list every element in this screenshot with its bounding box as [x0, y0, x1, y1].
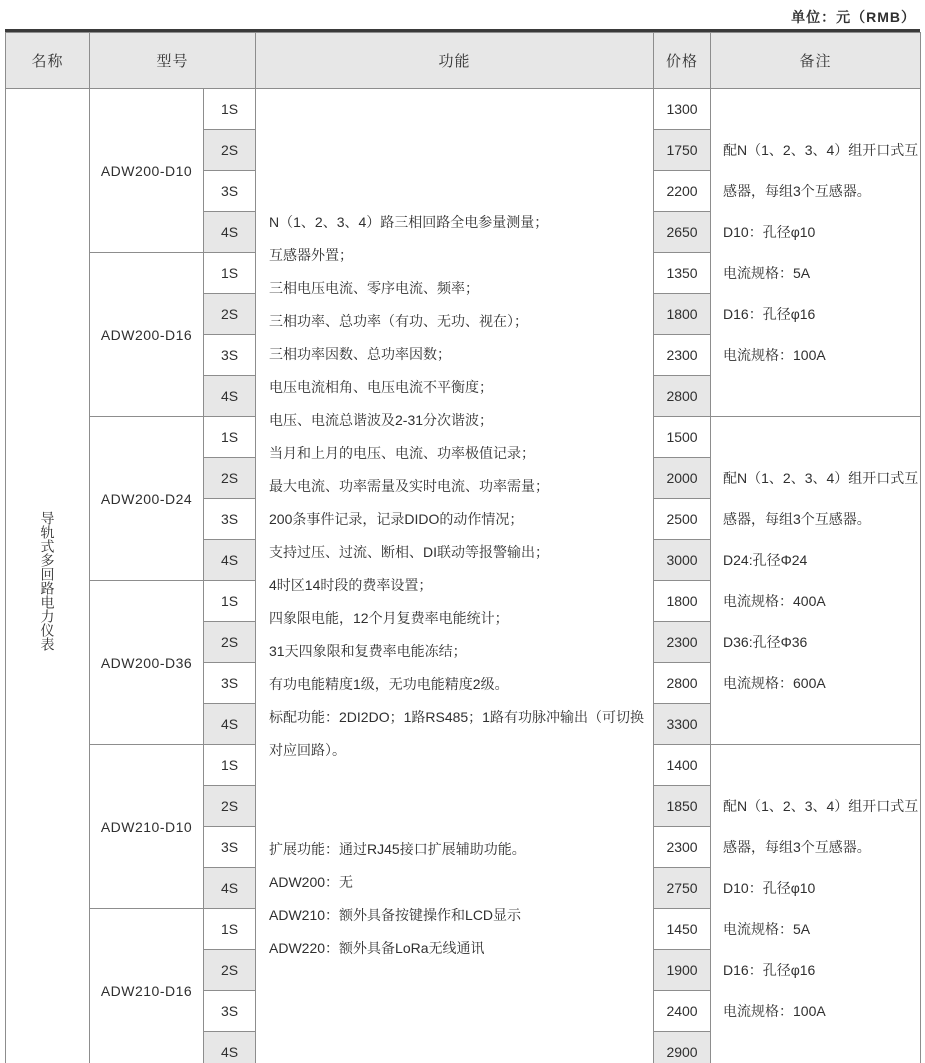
- remark-line: D36:孔径Φ36: [723, 633, 808, 650]
- function-line: 电压、电流总谐波及2-31分次谐波；: [269, 411, 494, 428]
- table-body: [6, 89, 921, 1063]
- remark-line: D16：孔径φ16: [723, 961, 816, 978]
- variant-cell: 3S: [204, 499, 256, 540]
- remark-line: 感器，每组3个互感器。: [723, 838, 871, 855]
- price-cell: 2650: [654, 212, 711, 253]
- remark-line: 电流规格：400A: [723, 592, 826, 609]
- function-line: ADW200：无: [269, 873, 354, 890]
- price-cell: 2800: [654, 663, 711, 704]
- remark-line: D10：孔径φ10: [723, 223, 816, 240]
- variant-cell: 1S: [204, 89, 256, 130]
- price-cell: 1350: [654, 253, 711, 294]
- remark-line: 电流规格：5A: [723, 264, 811, 281]
- price-cell: 2300: [654, 827, 711, 868]
- function-line: 电压电流相角、电压电流不平衡度；: [269, 378, 494, 395]
- remark-line: D24:孔径Φ24: [723, 551, 808, 568]
- price-cell: 1800: [654, 294, 711, 335]
- variant-cell: 4S: [204, 868, 256, 909]
- price-cell: 2750: [654, 868, 711, 909]
- function-line: 四象限电能，12个月复费率电能统计；: [269, 609, 509, 626]
- price-cell: 1900: [654, 950, 711, 991]
- remark-line: D16：孔径φ16: [723, 305, 816, 322]
- remark-cell: [711, 745, 921, 1063]
- header-cell-price: 价格: [654, 33, 711, 89]
- function-line: 4时区14时段的费率设置；: [269, 576, 433, 593]
- remark-line: 配N（1、2、3、4）组开口式互: [723, 141, 919, 158]
- remark-line: 感器，每组3个互感器。: [723, 182, 871, 199]
- variant-cell: 4S: [204, 540, 256, 581]
- model-cell: ADW200-D24: [90, 417, 204, 581]
- price-cell: 3000: [654, 540, 711, 581]
- remark-cell: [711, 417, 921, 745]
- variant-cell: 3S: [204, 827, 256, 868]
- price-cell: 1450: [654, 909, 711, 950]
- price-cell: 2500: [654, 499, 711, 540]
- remark-lines: [711, 786, 920, 1032]
- function-line: 最大电流、功率需量及实时电流、功率需量；: [269, 477, 550, 494]
- remark-cell: [711, 89, 921, 417]
- function-line: ADW220：额外具备LoRa无线通讯: [269, 939, 485, 956]
- header-cell-model: 型号: [90, 33, 256, 89]
- remark-line: 电流规格：5A: [723, 920, 811, 937]
- function-line: 互感器外置；: [269, 246, 354, 263]
- price-table: [5, 32, 921, 1063]
- variant-cell: 2S: [204, 622, 256, 663]
- function-line: [269, 767, 653, 800]
- variant-cell: 2S: [204, 786, 256, 827]
- remark-line: 电流规格：100A: [723, 346, 826, 363]
- function-lines: [256, 206, 653, 965]
- variant-cell: 2S: [204, 130, 256, 171]
- price-cell: 1300: [654, 89, 711, 130]
- price-cell: 2300: [654, 335, 711, 376]
- remark-line: 感器，每组3个互感器。: [723, 510, 871, 527]
- price-cell: 1800: [654, 581, 711, 622]
- remark-line: 电流规格：100A: [723, 1002, 826, 1019]
- variant-cell: 4S: [204, 1032, 256, 1063]
- function-line: 31天四象限和复费率电能冻结；: [269, 642, 467, 659]
- function-line: 当月和上月的电压、电流、功率极值记录；: [269, 444, 536, 461]
- variant-cell: 4S: [204, 376, 256, 417]
- function-line: 200条事件记录，记录DIDO的动作情况；: [269, 510, 524, 527]
- variant-cell: 3S: [204, 663, 256, 704]
- price-cell: 1750: [654, 130, 711, 171]
- variant-cell: 1S: [204, 581, 256, 622]
- header-row: [6, 33, 921, 89]
- function-line: ADW210：额外具备按键操作和LCD显示: [269, 906, 522, 923]
- price-cell: 2200: [654, 171, 711, 212]
- variant-cell: 2S: [204, 950, 256, 991]
- remark-line: 电流规格：600A: [723, 674, 826, 691]
- price-cell: 2800: [654, 376, 711, 417]
- function-line: 扩展功能：通过RJ45接口扩展辅助功能。: [269, 840, 526, 857]
- header-cell-remark: 备注: [711, 33, 921, 89]
- variant-cell: 1S: [204, 745, 256, 786]
- variant-cell: 1S: [204, 909, 256, 950]
- model-cell: ADW210-D16: [90, 909, 204, 1063]
- variant-cell: 4S: [204, 704, 256, 745]
- function-line: 三相功率、总功率（有功、无功、视在）；: [269, 312, 529, 329]
- model-cell: ADW200-D10: [90, 89, 204, 253]
- function-line: 三相功率因数、总功率因数；: [269, 345, 452, 362]
- remark-lines: [711, 130, 920, 376]
- variant-cell: 4S: [204, 212, 256, 253]
- variant-cell: 1S: [204, 417, 256, 458]
- category-vertical-text: 导轨式多回路电力仪表: [39, 510, 56, 651]
- price-cell: 3300: [654, 704, 711, 745]
- function-line: 对应回路）。: [269, 741, 347, 758]
- function-line: 三相电压电流、零序电流、频率；: [269, 279, 480, 296]
- price-table-wrap: [5, 29, 920, 1063]
- price-cell: 2300: [654, 622, 711, 663]
- price-cell: 2000: [654, 458, 711, 499]
- remark-line: 配N（1、2、3、4）组开口式互: [723, 797, 919, 814]
- variant-cell: 3S: [204, 335, 256, 376]
- function-line: 有功电能精度1级，无功电能精度2级。: [269, 675, 509, 692]
- unit-label: 单位：元（RMB）: [791, 9, 916, 25]
- function-line: [269, 800, 653, 833]
- variant-cell: 1S: [204, 253, 256, 294]
- model-cell: ADW200-D36: [90, 581, 204, 745]
- remark-line: D10：孔径φ10: [723, 879, 816, 896]
- price-cell: 2400: [654, 991, 711, 1032]
- price-cell: 1400: [654, 745, 711, 786]
- variant-cell: 3S: [204, 991, 256, 1032]
- price-cell: 2900: [654, 1032, 711, 1063]
- model-cell: ADW210-D10: [90, 745, 204, 909]
- function-cell: [256, 89, 654, 1063]
- variant-cell: 2S: [204, 294, 256, 335]
- remark-line: 配N（1、2、3、4）组开口式互: [723, 469, 919, 486]
- variant-cell: 3S: [204, 171, 256, 212]
- variant-cell: 2S: [204, 458, 256, 499]
- function-line: N（1、2、3、4）路三相回路全电参量测量；: [269, 213, 549, 230]
- table-row: [6, 89, 921, 130]
- remark-lines: [711, 458, 920, 704]
- function-line: 支持过压、过流、断相、DI联动等报警输出；: [269, 543, 550, 560]
- header-cell-name: 名称: [6, 33, 90, 89]
- price-cell: 1850: [654, 786, 711, 827]
- price-cell: 1500: [654, 417, 711, 458]
- header-cell-function: 功能: [256, 33, 654, 89]
- model-cell: ADW200-D16: [90, 253, 204, 417]
- category-cell: [6, 89, 90, 1063]
- function-line: 标配功能：2DI2DO；1路RS485；1路有功脉冲输出（可切换: [269, 708, 644, 725]
